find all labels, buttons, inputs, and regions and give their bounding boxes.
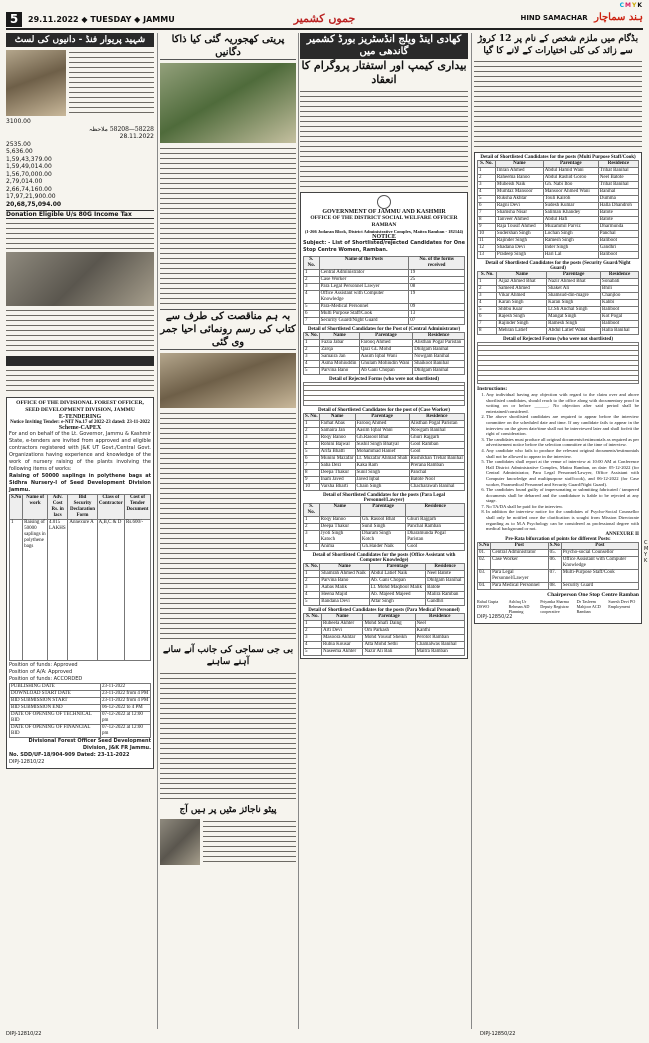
table-row: 10 Varsha Bharti Chain Singh Chacharawah Banihal [304,484,465,491]
table-title: Detail of Shortlisted Candidates for the post of (Case Worker) [318,408,450,413]
table-title: Detail of Shortlisted Candidates for the posts (Multi Purpose Staff/Cook) [480,155,636,160]
table-row: 4 Mumtaz Mansoor Mansoor Ahmed Wani Banihal [478,189,639,196]
table-row: 3 Vikar Ahmed Shamsud-din-magre Chanjloo [478,293,639,300]
table-row: 2 Case Worker 25 [304,277,465,284]
table-row: 4 Anima Gh.Haider Naik Gool [304,544,465,551]
table-row: 2 Parvina Bano Ab. Gani Chopan Dhilgam Banihal [304,578,465,585]
schedule-table [9,683,151,738]
table-row: 3 Mubeish Naik Gh. Nabi Itoo Trihat Banihal [478,182,639,189]
donor-list-title: شہید پریوار فنڈ - دانیوں کی لسٹ [6,33,154,47]
table-row: 9 Inam Javed Javed Iqbal Batote Nool [304,477,465,484]
table-row: 7 Security Guard/Night Guard 07 [304,318,465,325]
table-row: 4 Rubia Kousar Atta Mohd Sethi Chamalwas Banihal [304,642,465,649]
security-guard-table: S. No. Name Parentage Residence 1 Aijaz Ahmed Bhat Nazir Ahmed Bhat Sonabati 2 Sameed Ahmed Shaket Ali Bhili 3 Vikar Ahmed Shamsud-din-magre Chanjloo 4 Karan Singh Karan Singh Kahbi 5 Shbbu Kuar Lt.Sh Anchal Singh Baliboot 6 Rajesh Singh Mangat Singh Kot Pogal 7 Rajinder Singh Ramesh Singh Baliboot 8 Mehran Latief Abdul Latief Wani Halla Banihal [477,271,639,335]
amount: 1,56,70,000.00 [6,170,52,178]
table-row: 8 Deepa Thakur Sunil Singh Panchal [304,470,465,477]
amount: 1,59,49,014.00 [6,163,52,170]
table-row: 7 Shamsha Nisar Saliman Khandey Batote [478,210,639,217]
table-row: 4 Karan Singh Karan Singh Kahbi [478,300,639,307]
person-photo [160,819,200,865]
donor-box [6,50,154,116]
page-number: 5 [6,12,22,27]
table-row: 2 Deepa Thakur Sunil Singh Panchal Ramban [304,524,465,531]
table-row: 8 Tanveer Ahmed Abdul Hafi Batote [478,217,639,224]
article-text [6,368,154,394]
notice-ref: No. SDD/UF-18/904-909 Dated: 23-11-2022 [9,752,130,758]
list-item: 7. No TA/DA shall be paid for the interview. [486,504,639,510]
dswo-notice-continued [474,152,642,624]
notice-office: OFFICE OF THE DISTRICT SOCIAL WELFARE OFFICER RAMBAN [310,215,458,228]
amount: 2535.00 [6,140,31,148]
amount: 17,97,21,900.00 [6,193,56,200]
table-row: 2 Raheema Banoo Abdul Rashid Goroo Neel Batote [478,175,639,182]
table-row: 04. Para Medical Personnel 08. Security Guard [478,582,639,589]
table-title: Detail of Rejected Forms (who were not shortlisted) [328,377,440,382]
table-row: 6 Rajesh Singh Mangat Singh Kot Pogal [478,314,639,321]
book-release-photo [160,353,296,408]
article-headline: بڈگام میں ملزم شخص کے نام پر 12 کروڑ سے زائد کی کلی اختیارات کے لانے کا گیا [477,34,639,56]
notice-line: Notice Inviting Tender: e-NIT No.17 of 2022-23 dated: 23-11-2022 [10,420,150,425]
table-row: 3 Aabas Malik Lt. Mohd Maqbool Malik Batote [304,585,465,592]
table-row: 3 Roqy Banoo Gh.Rasool Bhat Ghuri Rajgarh [304,435,465,442]
rejected-table [303,382,465,406]
table-row: 11 Rajinder Singh Ramesh Singh Baliboot [478,238,639,245]
page-header [6,12,643,30]
bottom-headline: پیٹو ناجائز مٹیں پر ہیں آج [179,805,277,815]
table-row: 2 Sameed Ahmed Shaket Ali Bhili [478,286,639,293]
table-row: 3 Masoora Akhtar Mohd Yousuf Sheikh Perotot Ramban [304,635,465,642]
donation-text [6,221,154,249]
amount: 5,636.00 [6,148,33,155]
table-row: 8 Mehran Latief Abdul Latief Wani Halla Banihal [478,328,639,335]
list-item: 3. The candidates must produce all original documents/testimonials as required as per advertisement notice before the selection committee at the time of interview. [486,437,639,448]
table-row: 12 Shadana Devi Inder Singh Gandhri [478,245,639,252]
table-row: DATE OF OPENING OF TECHNICAL BID 07-12-2022 at 12:00 pm [10,712,151,725]
table-row: 6 Ragni Devi Sudesh Kumar Halla Dhandroh [478,203,639,210]
notice-signature: Divisional Forest Officer Seed Development Division, J&K FR Jammu. [28,738,151,751]
table-row: 1 Central Administrator 19 [304,270,465,277]
dswo-notice [300,192,468,659]
dipj-number: DIPJ-12810/22 [9,759,45,765]
column-left [6,33,154,1029]
table-row: 4 Office Assistant with Computer Knowledge 19 [304,291,465,304]
footer-mid: DIPJ-12850/22 [480,1031,516,1037]
para-medical-table: S. No. Name Parentage Residence 1 Rubeela Akhter Mohd Shafi Daing Neel 2 Arti Devi Om Parkash Kanthi 3 Masoora Akhtar Mohd Yousuf Sheikh Perotot Ramban 4 Rubia Kousar Atta Mohd Sethi Chamalwas Banihal 5 Naseema Akhter Nazir Ali Bali Maitra Ramban [303,613,465,656]
dipj-number: DIPJ-12850/22 [477,613,513,620]
table-row: 2 Zarqa Qazi GL Mohd Dhilgam Banihal [304,347,465,354]
amount: 2,66,74,160.00 [6,185,52,193]
table-row: 3 Jyoti Singh Katoch Dharam Singh Kotch Dharamunda Pogal Paristan [304,531,465,544]
table-row: BID SUBMISSION START 23-11-2022 from 4 PM [10,698,151,705]
article-text [160,671,296,801]
table-row: 5 Arifa Bhatti Mohammad Hanief Gool [304,449,465,456]
table-row: 3 Samaira Jan Aasim Iqbal Wani Nowgam Banihal [304,354,465,361]
column-rule [157,33,158,1029]
bottom-article [160,819,296,865]
notice-type: E-TENDERING [58,414,102,420]
header-date: 29.11.2022 ◆ TUESDAY ◆ JAMMU [28,15,175,24]
instructions-list [477,392,639,532]
urdu-news-bar [6,356,154,366]
table-title: Detail of Shortlisted Candidates for the posts (Para Medical Personnel) [308,608,460,613]
list-item: 8. In addition the interview notice for the candidates of Psycho-Social Counsellor shall only be notified once the clarification is sought from Mission Directorate regarding as to M.A Psychology can be considered as professional degree with medical background or not. [486,509,639,531]
notice-work: Raising of 50000 saplings in polythene bags at Sidhra Nursery-I of Seed Development Division Jammu. [9,473,151,493]
positions: Position of funds: Approved Position of A/A: Approved Position of funds: ACCORDED [9,662,83,682]
donor-text [69,50,154,116]
ceremony-photo [6,252,154,306]
article-text [474,59,642,149]
donation-eligible-line: Donation Eligible U/s 80G Income Tax [6,210,154,219]
instructions-title: Instructions: [477,386,508,392]
main-headline-1: کھادی اینڈ ویلج انڈسٹریز بورڈ کشمیر گاندھی میں [300,33,468,59]
multipurpose-staff-table: S. No. Name Parentage Residence 1 Imran Ahmed Abdul Hamid Wani Trihat Banihal 2 Raheema Banoo Abdul Rashid Goroo Neel Batote 3 Mubeish Naik Gh. Nabi Itoo Trihat Banihal 4 Mumtaz Mansoor Mansoor Ahmed Wani Banihal 5 Ruksha Akhtar Touli Kairoh Dumma 6 Ragni Devi Sudesh Kumar Halla Dhandroh 7 Shamsha Nisar Saliman Khandey Batote 8 Tanveer Ahmed Abdul Hafi Batote 9 Raja Tousif Ahmed Muzammil Parviz Dharmunda 10 Sudershan Singh Lochan Singh Panchal 11 Rajinder Singh Ramesh Singh Baliboot 12 Shadana Devi Inder Singh Gandhri 13 Pradeep Singh Hari Lal Baliboot [477,160,639,259]
amount: 2,79,014.00 [6,178,43,185]
table-row: 5 Bandana Devi Attar Singh Gandhri [304,599,465,606]
amount: 3100.00 [6,118,31,125]
article-text [160,146,296,306]
table-row: 6 Multi Purpose Staff/Cook 13 [304,311,465,318]
notice-govt: GOVERNMENT OF JAMMU AND KASHMIR [322,209,446,215]
committee-members: Rahul Gupta DSWO Ashfaq Ur Rehman AD Planning Priyanka Sharma Deputy Registrar cooperative Dr Tasleem Mahjoor ACD Ramban Suresh Devi PO Employment [477,598,636,614]
table-row: BID SUBMISSION END 06-12-2022 to 4 PM [10,705,151,712]
posts-table: S. No. Name of the Posts No. of the forms received 1 Central Administrator 19 2 Case Worker 25 3 Para Legal Personnel Lawyer 08 4 Office Assistant with Computer Knowledge 19 5 Para-Medical Personnel 09 6 Multi Purpose Staff/Cook 13 7 Security Guard/Night Guard 07 [303,256,465,325]
list-item: 2. The above shortlisted candidates are required to appear before the interview committee on the scheduled date and time. If any candidate fails to appear in the interview on the given date/time shall not be interviewed later and shall forfeit the right of consideration. [486,414,639,436]
table-row: 03. Para Legal Personnel/Lawyer 07. Multi-Purpose Staff/Cook [478,569,639,582]
chairperson: Chairperson One Stop Centre Ramban [547,591,639,598]
table-title: Detail of Shortlisted Candidates for the posts (Para Legal Personnel/Lawyer) [322,493,446,503]
footer-left: DIPJ-12810/22 [6,1031,42,1037]
table-row: 01. Central Administrator 05. Psycho-social Counsellor [478,549,639,556]
notice-office: OFFICE OF THE DIVISIONAL FOREST OFFICER, SEED DEVELOPMENT DIVISION, JAMMU [16,400,144,413]
notice-subject: Subject: - List of Shortlisted/rejected Candidates for One Stop Centre Women, Ramban. [303,240,465,253]
list-item: 6. The candidates found guilty of impersonating or submitting fabricated / tampered documents shall be debarred and the candidature is liable to be rejected at any stage. [486,487,639,504]
emblem-icon [377,195,391,209]
article-text [6,308,154,354]
table-row: 02. Case Worker 06. Office Assistant with Computer Knowledge [478,556,639,569]
color-registration-mark: CMYK [619,2,643,9]
book-release-headline: بہ ہم مناقصت کی طرف سے کتاب کی رسم رونمائی احیا جمر وی گئی [160,311,296,348]
table-row: 1 Imran Ahmed Abdul Hamid Wani Trihat Banihal [478,168,639,175]
office-assistant-table: S. No. Name Parentage Residence 1 Shamrah Ahmed Naik Abdul Latief Naik Neel Batote 2 Parvina Bano Ab. Gani Chopan Dhilgam Banihal 3 Aabas Malik Lt. Mohd Maqbool Malik Batote 4 Heena Majid Ab. Majeed Majeed Malira Ramban 5 Bandana Devi Attar Singh Gandhri [303,563,465,606]
list-item: 4. Any candidate who fails to produce the relevant original documents/testimonials shall not be allowed to appear in the interview. [486,448,639,459]
table-row: 5 Shbbu Kuar Lt.Sh Anchal Singh Baliboot [478,307,639,314]
column-right [474,33,642,1029]
table-row: 4 Rohini Bajwal Sushil Singh Bhatyal Gool Ramban [304,442,465,449]
page-footer [6,1031,643,1041]
table-row: 2 Arti Devi Om Parkash Kanthi [304,628,465,635]
annexure-title: ANNEXURE II [605,531,639,537]
table-title: Detail of Rejected Forms (who were not shortlisted) [502,337,614,342]
para-legal-table: S. No. Name Parentage Residence 1 Roqy Banoo Gh. Rasool Bhat Ghuri Rajgarh 2 Deepa Thakur Sunil Singh Panchal Ramban 3 Jyoti Singh Katoch Dharam Singh Kotch Dharamunda Pogal Paristan 4 Anima Gh.Haider Naik Gool [303,503,465,551]
column-middle-left [160,33,296,1029]
article-text [300,89,468,189]
table-row: 5 Parvina Bano Ab Gani Chopan Dhilgam Banihal [304,368,465,375]
points-table: S.No Post S.No Post 01. Central Administrator 05. Psycho-social Counsellor 02. Case Worker 06. Office Assistant with Computer Knowledge 03. Para Legal Personnel/Lawyer 07. Multi-Purpose Staff/Cook 04. Para Medical Personnel 08. Security Guard [477,542,639,590]
table-row: DOWNLOAD START DATE 23-11-2022 from 4 PM [10,691,151,698]
group-photo [160,63,296,143]
amount: 1,59,43,379.00 [6,155,52,163]
table-row: 2 Samaira Jan Aasim Iqbal Wani Nowgam Banihal [304,428,465,435]
total-amount: 20,68,75,094.00 [6,200,62,208]
donor-amounts [6,118,154,208]
table-row: 1 Shamrah Ahmed Naik Abdul Latief Naik Neel Batote [304,571,465,578]
list-item: 5. The candidates shall report at the venue of interview at 10:00 AM at Conference Hall District Administrative Complex, Maitra Ramban, on date: 05-12-2022 (for Central Administrator, Para Legal Personnel/Lawyer, Office Assistant with Computer knowledge and multipurpose staff/cook), and 06-12-2022 (for Case worker, Paramedical Personnel and Security Guard/Night Guard). [486,459,639,487]
edition-title: جموں کشمیر [293,12,356,25]
case-worker-table: S. No. Name Parentage Residence 1 Farhat Abas Farooq Ahmed Alisthan Pogal Paristan 2 Samaira Jan Aasim Iqbal Wani Nowgam Banihal 3 Roqy Banoo Gh.Rasool Bhat Ghuri Rajgarh 4 Rohini Bajwal Sushil Singh Bhatyal Gool Ramban 5 Arifa Bhatti Mohammad Hanief Gool 6 Munini Mazafar Lt. Muzafar Ahmad Shah Rushikhan Trehat Banihal 7 Saba Dezi Kaka Ram Prerana Ramban 8 Deepa Thakur Sunil Singh Panchal 9 Inam Javed Javed Iqbal Batote Nool 10 Varsha Bharti Chain Singh Chacharawah Banihal [305,414,463,489]
table-row: 1 Fazia Jabar Farooq Ahmed Alisthan Pogal Paristan [304,340,465,347]
notice-intro: For and on behalf of the Lt. Governor, Jammu & Kashmir State, e-tenders are invited from approved and eligible contractors registered with J&K UT Govt./Central Govt. Organizations having experience and knowledge of the work of nursery raising of the plants involving the following items of works: [9,431,151,472]
table-row: 5 Ruksha Akhtar Touli Kairoh Dumma [478,196,639,203]
table-row: 1 Raising of 50000 saplings in polythene bags 4.015 LAKHS Annexure A A,B,C & D Rs.600/- [10,520,151,661]
central-admin-table: S. No. Name Parentage Residence 1 Fazia Jabar Farooq Ahmed Alisthan Pogal Paristan 2 Zarqa Qazi GL Mohd Dhilgam Banihal 3 Samaira Jan Aasim Iqbal Wani Nowgam Banihal 4 Asma Mohiuddin Ghulam Mohiudin Wani Shaikoot Banihal 5 Parvina Bano Ab Gani Chopan Dhilgam Banihal [303,332,465,375]
column-middle-right [300,33,468,1029]
small-headline: بی جی سماجی کی جانب آنے سانے آہنے ساہنے [162,645,294,667]
table-row: 3 Para Legal Personnel Lawyer 08 [304,284,465,291]
table-row: 1 Aijaz Ahmed Bhat Nazir Ahmed Bhat Sonabati [478,279,639,286]
notice-scheme: Scheme-CAPEX [58,425,102,431]
rejected-table [477,342,639,384]
masthead: HIND SAMACHAR ہند سماچار [520,12,643,23]
table-row: 5 Naseema Akhter Nazir Ali Bali Maitra Ramban [304,649,465,656]
main-headline-2: بیداری کیمپ اور استفتار پروگرام کا انعقاد [301,59,467,86]
table-row: 4 Heena Majid Ab. Majeed Majeed Malira Ramban [304,592,465,599]
notice-address: (1-266 Jodaran Block, District Administrative Complex, Maitra Ramban - 182144) [304,229,464,234]
table-row: 7 Saba Dezi Kaka Ram Prerana Ramban [304,463,465,470]
donor-photo [6,50,66,116]
table-row: 10 Sudershan Singh Lochan Singh Panchal [478,231,639,238]
column-rule [298,33,299,1029]
table-title: Detail of Shortlisted Candidates for the posts (Office Assistant with Computer Knowledge) [312,553,456,563]
column-rule [471,33,472,1029]
table-title: Detail of Shortlisted Candidates for the Post of (Central Administrator) [307,327,461,332]
list-item: 1. Any individual having any objection with regard to the claim over and above shortlisted candidates, should reach to the office along with documentary proof in writing on or before ______. No objection after said period shall be entertained/considered. [486,392,639,414]
table-title: Detail of Shortlisted Candidates for the posts (Security Guard/Night Guard) [485,261,631,271]
side-color-mark: CMYK [644,540,649,564]
article-text [203,819,296,865]
table-row: 9 Raja Tousif Ahmed Muzammil Parviz Dharmunda [478,224,639,231]
forest-tender-notice [6,397,154,769]
amount-date: 28.11.2022 [119,133,154,140]
points-title: Pre-Rata bifurcation of points for different Posts: [505,536,611,542]
article-text [160,411,296,641]
table-row: 6 Munini Mazafar Lt. Muzafar Ahmad Shah Rushikhan Trehat Banihal [305,456,463,461]
table-row: DATE OF OPENING OF FINANCIAL BID 07-12-2022 at 12:00 pm [10,725,151,738]
table-row: 1 Rubeela Akhter Mohd Shafi Daing Neel [304,621,465,628]
table-row: 13 Pradeep Singh Hari Lal Baliboot [478,252,639,259]
table-row: PUBLISHING DATE 23-11-2022 [10,684,151,691]
article-headline: پریتی کھجوریہ گئی کیا ذاکا دگانیں [160,33,296,60]
notice-label: NOTICE [372,234,396,240]
table-row: 5 Para-Medical Personnel 09 [304,304,465,311]
table-row: 4 Asma Mohiuddin Ghulam Mohiudin Wani Shaikoot Banihal [304,361,465,368]
table-row: 1 Farhat Abas Farooq Ahmed Alisthan Pogal Paristan [304,421,465,428]
tender-table: S.No Name of work Adv. Cost Rs. in lacs Bid Security Declaration Form Class of Contractor Cost of Tender Document 1 Raising of 50000 saplings in polythene bags 4.015 LAKHS Annexure A A,B,C & D Rs.600/- [9,494,151,661]
amount-note: 58228—58208 ملاحظہ [88,125,154,133]
table-row: 1 Roqy Banoo Gh. Rasool Bhat Ghuri Rajgarh [304,517,465,524]
table-row: 7 Rajinder Singh Ramesh Singh Baliboot [478,321,639,328]
